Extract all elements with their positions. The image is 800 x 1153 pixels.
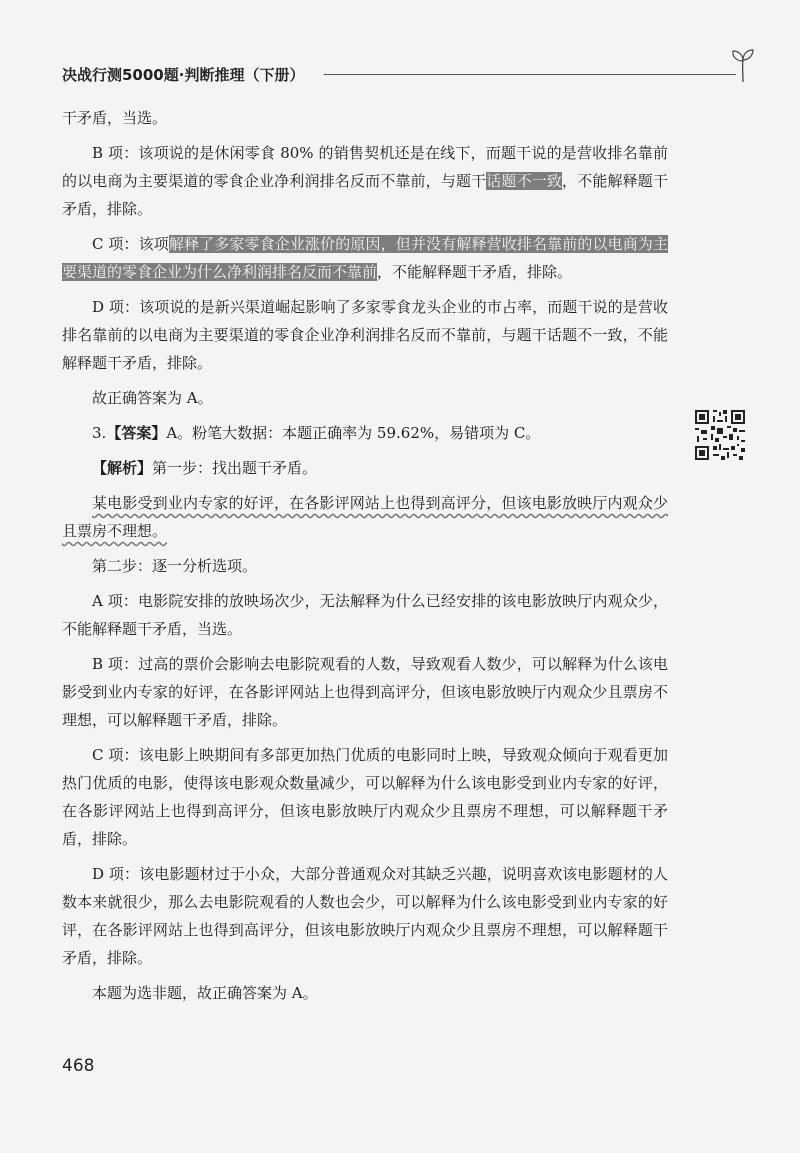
header-title: 决战行测5000题·判断推理（下册） bbox=[62, 66, 305, 84]
paragraph-option-d: D 项：该电影题材过于小众，大部分普通观众对其缺乏兴趣，说明喜欢该电影题材的人数本来就很少，那么去电影院观看的人数也会少，可以解释为什么该电影受到业内专家的好评，在各影评网站上也得到高评分，但该电影放映厅内观众少且票房不理想，可以解释题干矛盾，排除。 bbox=[62, 865, 668, 967]
paragraph-option-d: D 项：该项说的是新兴渠道崛起影响了多家零食龙头企业的市占率，而题干说的是营收排名靠前的以电商为主要渠道的零食企业净利润排名反而不靠前，与题干话题不一致，不能解释题干矛盾，排除。 bbox=[62, 298, 668, 372]
paragraph-option-b: B 项：该项说的是休闲零食 80% 的销售契机还是在线下，而题干说的是营收排名靠前的以电商为主要渠道的零食企业净利润排名反而不靠前，与题干话题不一致，不能解释题干矛盾，排除。 bbox=[62, 144, 668, 218]
paragraph-option-a: A 项：电影院安排的放映场次少，无法解释为什么已经安排的该电影放映厅内观众少，不能解释题干矛盾，当选。 bbox=[62, 592, 668, 638]
highlight: 解释了多家零食企业涨价的原因，但并没有解释营收排名靠前的以电商为主要渠道的零食企业为什么净利润排名反而不靠前 bbox=[62, 235, 668, 281]
highlight: 话题不一致 bbox=[486, 172, 563, 190]
page-number: 468 bbox=[62, 1056, 95, 1076]
paragraph-option-b: B 项：过高的票价会影响去电影院观看的人数，导致观看人数少，可以解释为什么该电影受到业内专家的好评，在各影评网站上也得到高评分，但该电影放映厅内观众少且票房不理想，可以解释题干矛盾，排除。 bbox=[62, 655, 668, 729]
running-header bbox=[62, 60, 752, 90]
answer-tag: 【答案】 bbox=[106, 424, 167, 442]
paragraph-conclusion: 本题为选非题，故正确答案为 A。 bbox=[92, 984, 318, 1002]
analysis-line: 【解析】第一步：找出题干矛盾。 bbox=[92, 459, 318, 477]
qr-code bbox=[693, 408, 747, 462]
paragraph-contradiction bbox=[62, 489, 668, 545]
paragraph-option-c: C 项：该电影上映期间有多部更加热门优质的电影同时上映，导致观众倾向于观看更加热门优质的电影，使得该电影观众数量减少，可以解释为什么该电影受到业内专家的好评，在各影评网站上也得到高评分，但该电影放映厅内观众少且票房不理想，可以解释题干矛盾，排除。 bbox=[62, 746, 668, 848]
header-rule bbox=[324, 74, 736, 75]
answer-explanation-body bbox=[62, 104, 668, 1014]
paragraph-conclusion: 故正确答案为 A。 bbox=[92, 389, 213, 407]
answer-line: 3.【答案】A。粉笔大数据：本题正确率为 59.62%，易错项为 C。 bbox=[92, 424, 541, 442]
wavy-underline: 某电影受到业内专家的好评，在各影评网站上也得到高评分，但该电影放映厅内观众少且票房不理想。 bbox=[62, 494, 668, 540]
paragraph-option-c: C 项：该项解释了多家零食企业涨价的原因，但并没有解释营收排名靠前的以电商为主要渠道的零食企业为什么净利润排名反而不靠前，不能解释题干矛盾，排除。 bbox=[62, 235, 668, 281]
sprout-icon bbox=[730, 48, 756, 82]
analysis-tag: 【解析】 bbox=[92, 459, 153, 477]
paragraph-step-two: 第二步：逐一分析选项。 bbox=[92, 557, 258, 575]
paragraph: 干矛盾，当选。 bbox=[62, 109, 168, 127]
